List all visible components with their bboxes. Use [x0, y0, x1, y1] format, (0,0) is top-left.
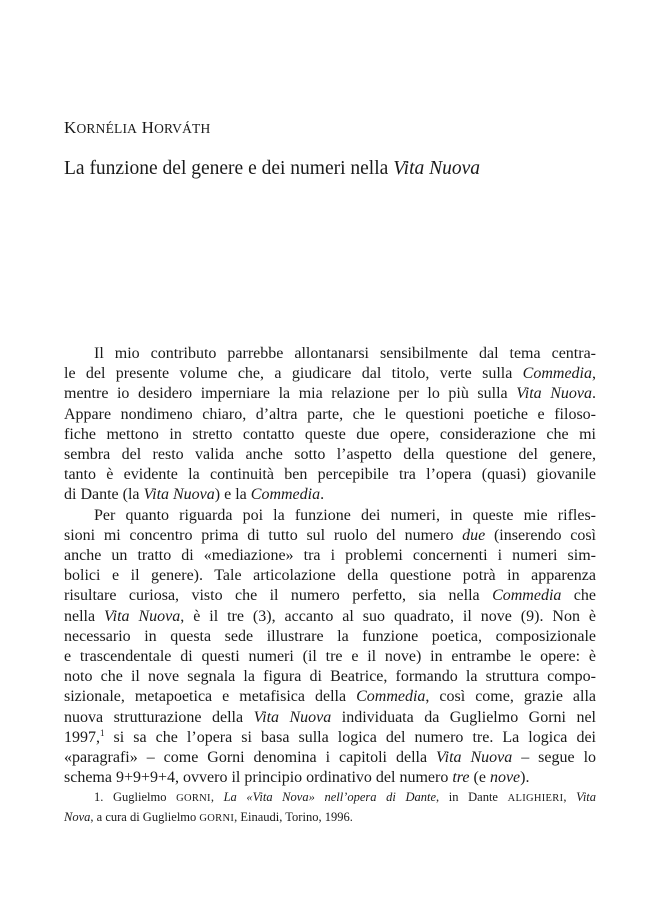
- text-line: anche un tratto di «mediazione» tra i problemi concernenti i numeri sim-: [64, 547, 596, 565]
- article-body: [64, 344, 596, 788]
- text-line: Il mio contributo parrebbe allontanarsi sensibilmente dal tema centra-: [94, 345, 596, 362]
- text-line: sizionale, metapoetica e metafisica della Commedia, così come, grazie alla: [64, 688, 597, 706]
- author-name: KORNÉLIA HORVÁTH: [64, 118, 211, 137]
- footnote-line: 1. Guglielmo GORNI, La «Vita Nova» nell’opera di Dante, in Dante ALIGHIERI, Vita: [94, 790, 597, 804]
- paragraph-2: [64, 506, 596, 789]
- article-title: La funzione del genere e dei numeri nella Vita Nuova: [64, 158, 481, 179]
- text-line: Appare nondimeno chiaro, d’altra parte, che le questioni poetiche e filoso-: [64, 405, 596, 423]
- text-line: «paragrafi» – come Gorni denomina i capitoli della Vita Nuova – segue lo: [64, 749, 597, 767]
- text-line: tanto è evidente la continuità ben percepibile tra l’opera (quasi) giovanile: [64, 466, 596, 484]
- footnote-line: Nova, a cura di Guglielmo GORNI, Einaudi, Torino, 1996.: [64, 810, 353, 824]
- text-line: bolici e il genere). Tale articolazione della questione potrà in apparenza: [64, 567, 596, 585]
- text-line: risultare curiosa, visto che il numero perfetto, sia nella Commedia che: [64, 587, 597, 605]
- page: [64, 0, 596, 910]
- text-line: sembra del resto valida anche sotto l’aspetto della questione del genere,: [64, 446, 596, 464]
- text-line: noto che il nove segnala la figura di Beatrice, formando la struttura compo-: [64, 668, 596, 686]
- text-line: di Dante (la Vita Nuova) e la Commedia.: [64, 486, 325, 504]
- text-line: nella Vita Nuova, è il tre (3), accanto al suo quadrato, il nove (9). Non è: [64, 607, 597, 625]
- text-line: fiche mettono in stretto contatto queste due opere, considerazione che mi: [64, 425, 596, 443]
- text-line: sioni mi concentro prima di tutto sul ruolo del numero due (inserendo così: [64, 526, 596, 544]
- text-line: necessario in questa sede illustrare la funzione poetica, composizionale: [64, 627, 596, 645]
- text-line: 1997,$^1$ si sa che l’opera si basa sulla logica del numero tre. La logica dei: [64, 727, 596, 746]
- text-line: nuova strutturazione della Vita Nuova individuata da Guglielmo Gorni nel: [64, 708, 596, 726]
- text-line: le del presente volume che, a giudicare dal titolo, verte sulla Commedia,: [64, 365, 596, 383]
- text-line: e trascendentale di questi numeri (il tre e il nove) in entrambe le opere: è: [64, 648, 596, 666]
- footnote: [64, 788, 596, 828]
- text-line: schema 9+9+9+4, ovvero il principio ordinativo del numero tre (e nove).: [64, 769, 530, 787]
- text-line: mentre io desidero imperniare la mia relazione per lo più sulla Vita Nuova.: [64, 385, 596, 403]
- paragraph-1: [64, 344, 596, 506]
- text-line: Per quanto riguarda poi la funzione dei numeri, in queste mie rifles-: [94, 506, 596, 524]
